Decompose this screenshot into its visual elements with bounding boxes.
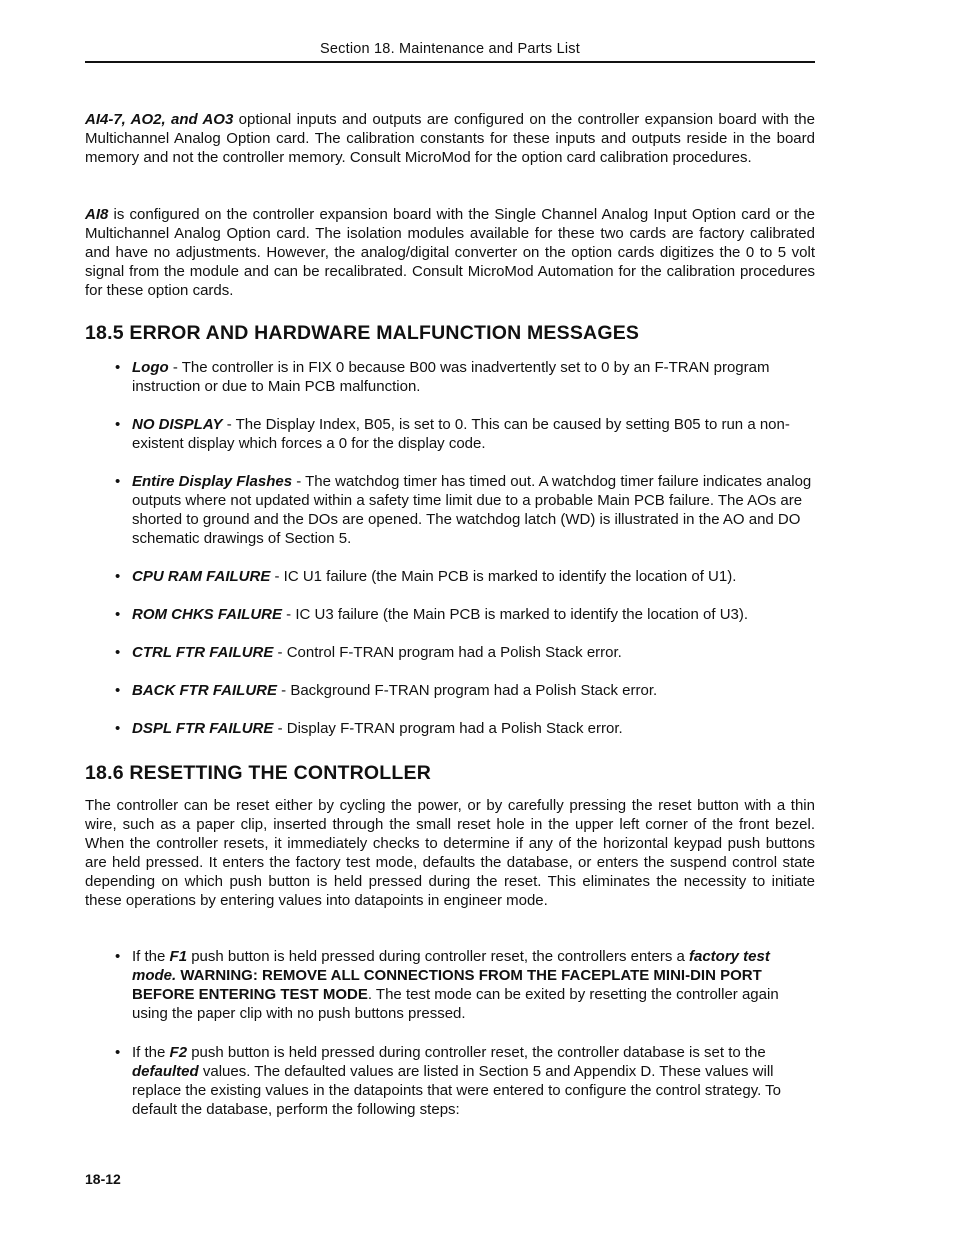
header-rule [85, 61, 815, 63]
intro-paragraph-1 [85, 110, 815, 167]
section-18-5-heading: 18.5 ERROR AND HARDWARE MALFUNCTION MESSAGES [85, 322, 640, 344]
list-item [115, 567, 815, 586]
page-number: 18-12 [85, 1171, 121, 1187]
list-item [115, 947, 815, 1023]
list-item [115, 358, 815, 396]
reset-f2-details: values. The defaulted values are listed in Section 5 and Appendix D. These values will replace the existing values in the datapoints that were entered to configure the control strategy. To default the database, perform the following steps: [132, 1063, 782, 1118]
list-item [115, 605, 815, 624]
list-item [115, 472, 815, 548]
section-18-6-heading: 18.6 RESETTING THE CONTROLLER [85, 762, 432, 784]
reset-description-paragraph [85, 796, 815, 910]
message-description: - Control F-TRAN program had a Polish Stack error. [273, 644, 622, 661]
bullet-marker: • [115, 682, 121, 699]
message-term: DSPL FTR FAILURE [132, 720, 274, 737]
message-description: - IC U3 failure (the Main PCB is marked to identify the location of U3). [282, 606, 749, 623]
message-term: CPU RAM FAILURE [132, 568, 271, 585]
message-term: CTRL FTR FAILURE [132, 644, 274, 661]
factory-test-mode-term: factory test mode. [132, 948, 770, 984]
bullet-marker: • [115, 359, 121, 376]
bullet-marker: • [115, 644, 121, 661]
message-description: - IC U1 failure (the Main PCB is marked to identify the location of U1). [270, 568, 737, 585]
message-description: - Display F-TRAN program had a Polish Stack error. [273, 720, 623, 737]
intro-paragraph-2 [85, 205, 815, 300]
term-ai8: AI8 [85, 206, 109, 223]
key-f2: F2 [169, 1044, 188, 1061]
list-item [115, 643, 815, 662]
message-term: Entire Display Flashes [132, 473, 293, 490]
running-header: Section 18. Maintenance and Parts List [320, 41, 580, 57]
message-term: BACK FTR FAILURE [132, 682, 277, 699]
bullet-marker: • [115, 416, 121, 433]
test-mode-warning: WARNING: REMOVE ALL CONNECTIONS FROM THE FACEPLATE MINI-DIN PORT BEFORE ENTERING TEST MODE [132, 967, 762, 1003]
reset-f2-intro: If the [132, 1044, 170, 1061]
bullet-marker: • [115, 1044, 121, 1061]
bullet-marker: • [115, 948, 121, 965]
intro-paragraph-2-text: is configured on the controller expansion board with the Single Channel Analog Input Option card or the Multichannel Analog Option card. The isolation modules available for these two cards are factory calibrated and have no adjustments. However, the analog/digital converter on the option cards digitizes the 0 to 5 volt signal from the module and can be recalibrated. Consult MicroMod Automation for the calibration procedures for these option cards. [85, 206, 815, 299]
term-ai4-7: AI4-7, AO2, and AO3 [85, 111, 234, 128]
message-term: NO DISPLAY [132, 416, 223, 433]
message-term: Logo [132, 359, 169, 376]
list-item [115, 415, 815, 453]
message-description: - The Display Index, B05, is set to 0. This can be caused by setting B05 to run a non-existent display which forces a 0 for the display code. [132, 416, 790, 452]
defaulted-term: defaulted [132, 1063, 199, 1080]
message-description: - Background F-TRAN program had a Polish Stack error. [277, 682, 658, 699]
reset-description-text: The controller can be reset either by cycling the power, or by carefully pressing the reset button with a thin wire, such as a paper clip, inserted through the small reset hole in the upper left corner of the front bezel. When the controller resets, it immediately checks to determine if any of the horizontal keypad push buttons are held pressed. It enters the factory test mode, defaults the database, or enters the suspend control state depending on which push button is held pressed during the reset. This eliminates the necessity to initiate these operations by entering values into datapoints in engineer mode. [85, 797, 815, 909]
key-f1: F1 [169, 948, 188, 965]
reset-f1-intro: If the [132, 948, 170, 965]
list-item [115, 681, 815, 700]
reset-f1-text: push button is held pressed during controller reset, the controllers enters a [187, 948, 689, 965]
intro-paragraph-1-text: optional inputs and outputs are configured on the controller expansion board with the Multichannel Analog Option card. The calibration constants for these inputs and outputs reside in the board memory and not the controller memory. Consult MicroMod for the option card calibration procedures. [85, 111, 815, 166]
reset-f1-exit-text: . The test mode can be exited by resetting the controller again using the paper clip with no push buttons pressed. [132, 986, 779, 1022]
reset-f2-text: push button is held pressed during controller reset, the controller database is set to the [187, 1044, 766, 1061]
bullet-marker: • [115, 473, 121, 490]
message-term: ROM CHKS FAILURE [132, 606, 282, 623]
message-description: - The controller is in FIX 0 because B00 was inadvertently set to 0 by an F-TRAN program instruction or due to Main PCB malfunction. [132, 359, 770, 395]
bullet-marker: • [115, 606, 121, 623]
bullet-marker: • [115, 720, 121, 737]
message-description: - The watchdog timer has timed out. A watchdog timer failure indicates analog outputs where not updated within a safety time limit due to a probable Main PCB failure. The AOs are shorted to ground and the DOs are opened. The watchdog latch (WD) is illustrated in the AO and DO schematic drawings of Section 5. [132, 473, 812, 547]
list-item [115, 1043, 815, 1119]
list-item [115, 719, 815, 738]
bullet-marker: • [115, 568, 121, 585]
